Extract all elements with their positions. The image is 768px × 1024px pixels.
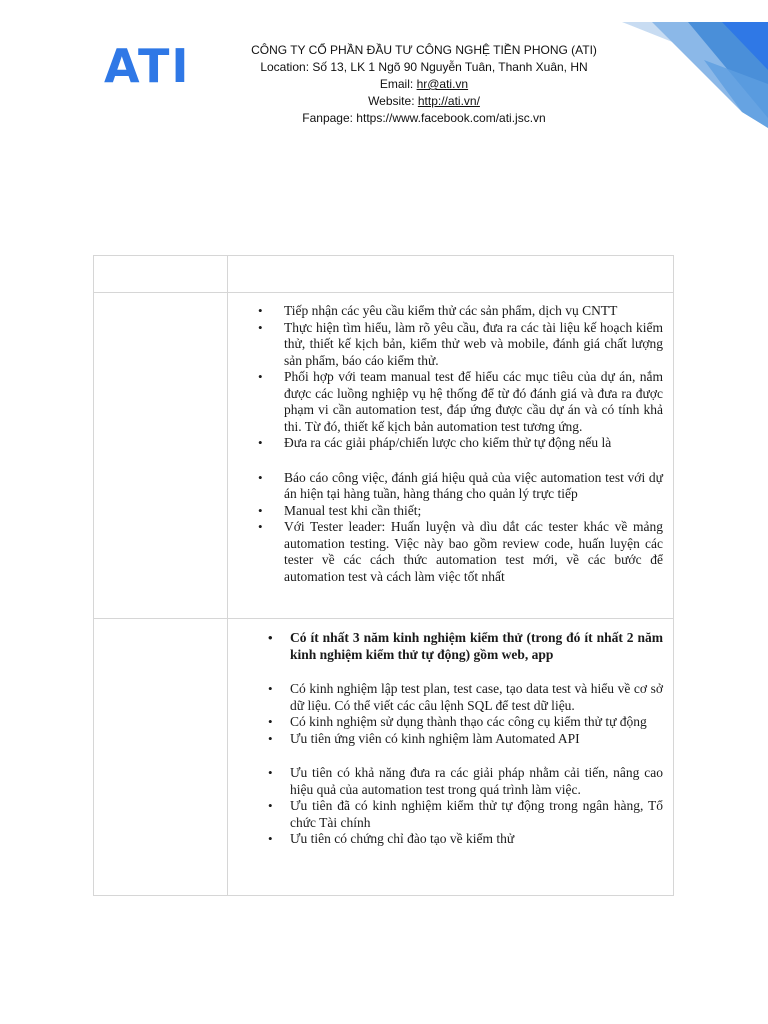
list-item: • Ưu tiên có chứng chỉ đào tạo về kiểm thử — [290, 831, 663, 848]
company-name: CÔNG TY CỔ PHẦN ĐẦU TƯ CÔNG NGHỆ TIỀN PHONG (ATI) — [251, 43, 597, 57]
requirements-row — [94, 619, 674, 896]
company-location: Location: Số 13, LK 1 Ngõ 90 Nguyễn Tuân, Thanh Xuân, HN — [260, 60, 588, 74]
requirements-list — [290, 630, 663, 848]
list-item: • Có kinh nghiệm lập test plan, test case, tạo data test và hiểu về cơ sở dữ liệu. Có thể viết các câu lệnh SQL để test dữ liệu. — [290, 681, 663, 714]
job-description-table — [93, 255, 674, 896]
email-label: Email: — [379, 77, 417, 91]
website-label: Website: — [368, 94, 418, 108]
list-item: • Báo cáo công việc, đánh giá hiệu quả của việc automation test với dự án hiện tại hàng tuần, hàng tháng cho quản lý trực tiếp — [284, 470, 663, 503]
responsibilities-cell — [228, 293, 674, 619]
company-fanpage: Fanpage: https://www.facebook.com/ati.jsc.vn — [302, 111, 546, 125]
requirements-label-cell — [94, 619, 228, 896]
responsibilities-list — [284, 303, 663, 585]
list-item: • Phối hợp với team manual test để hiểu các mục tiêu của dự án, nắm được các luồng nghiệp vụ hệ thống để từ đó đánh giá và đưa ra được phạm vi cần automation test, đáp ứng được cầu dự án và có tính khả thi. Từ đó, thiết kế kịch bản automation test tương ứng. — [284, 369, 663, 435]
company-website — [226, 93, 622, 110]
email-link[interactable]: hr@ati.vn — [416, 77, 469, 91]
table-header-row — [94, 256, 674, 293]
header-cell-right — [228, 256, 674, 293]
list-item: • Có kinh nghiệm sử dụng thành thạo các công cụ kiểm thử tự động — [290, 714, 663, 731]
list-item: • Ưu tiên đã có kinh nghiệm kiểm thử tự động trong ngân hàng, Tổ chức Tài chính — [290, 798, 663, 831]
list-item: • Manual test khi cần thiết; — [284, 503, 663, 520]
list-item: • Ưu tiên có khả năng đưa ra các giải pháp nhằm cải tiến, nâng cao hiệu quả của automation test trong quá trình làm việc. — [290, 765, 663, 798]
list-item: • Ưu tiên ứng viên có kinh nghiệm làm Automated API — [290, 731, 663, 748]
list-item: • Có ít nhất 3 năm kinh nghiệm kiểm thử (trong đó ít nhất 2 năm kinh nghiệm kiểm thử tự động) gồm web, app — [290, 630, 663, 663]
list-item: • Thực hiện tìm hiểu, làm rõ yêu cầu, đưa ra các tài liệu kế hoạch kiểm thử, thiết kế kịch bản, kiểm thử web và mobile, đánh giá chất lượng sản phẩm, báo cáo kiểm thử. — [284, 320, 663, 370]
requirements-cell — [228, 619, 674, 896]
company-logo: ATI — [104, 39, 191, 93]
responsibilities-row — [94, 293, 674, 619]
list-item: • Tiếp nhận các yêu cầu kiểm thử các sản phẩm, dịch vụ CNTT — [284, 303, 663, 320]
list-item: • Với Tester leader: Huấn luyện và dìu dắt các tester khác về mảng automation testing. Việc này bao gồm review code, huấn luyện các tester về các cách thức automation test mới, về các bước để automation test và cách làm việc tốt nhất — [284, 519, 663, 585]
website-link[interactable]: http://ati.vn/ — [417, 94, 480, 108]
company-info — [226, 42, 622, 127]
header-cell-left — [94, 256, 228, 293]
responsibilities-label-cell — [94, 293, 228, 619]
company-email — [226, 76, 622, 93]
list-item: • Đưa ra các giải pháp/chiến lược cho kiểm thử tự động nếu là — [284, 435, 663, 452]
